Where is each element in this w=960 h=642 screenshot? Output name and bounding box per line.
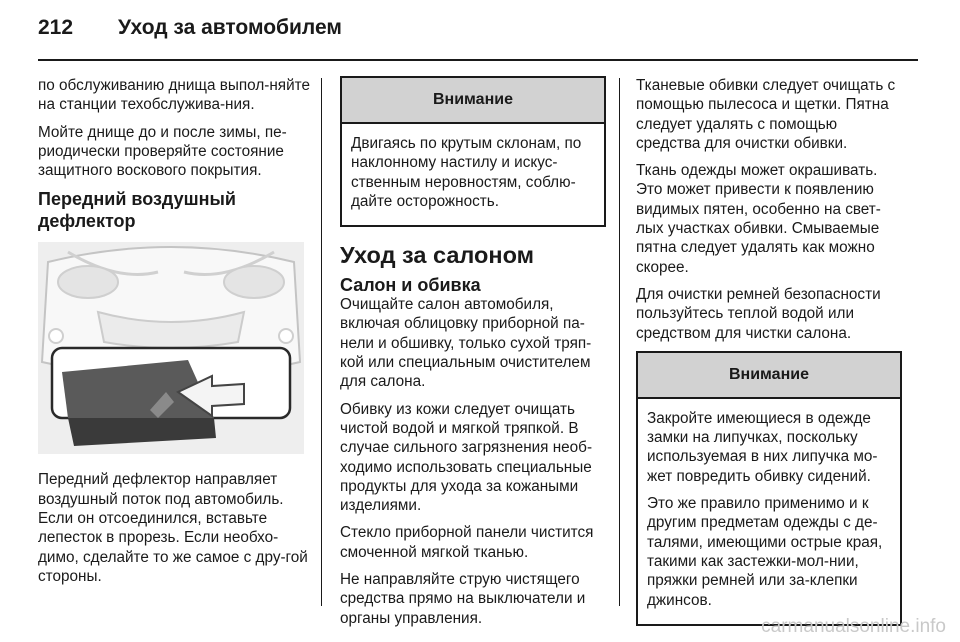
paragraph: Не направляйте струю чистящего средства прямо на выключатели и органы управления. bbox=[340, 571, 586, 627]
page-header bbox=[0, 0, 960, 62]
deflector-illustration bbox=[38, 242, 304, 454]
column-1 bbox=[38, 76, 310, 594]
warning-body bbox=[638, 399, 900, 624]
warning-box bbox=[636, 351, 902, 626]
paragraph: по обслуживанию днища выпол-няйте на станции техобслужива-ния. bbox=[38, 77, 310, 114]
section-heading-deflector: Передний воздушный дефлектор bbox=[38, 189, 236, 232]
paragraph: Очищайте салон автомобиля, включая облицовку приборной па-нели и обшивку, только сухой тряп-кой или специальным очистителем для салона. bbox=[340, 296, 592, 391]
column-divider-1 bbox=[321, 78, 322, 606]
warning-text: Закройте имеющиеся в одежде замки на липучках, поскольку используемая в них липучка мо-жет повредить обивку сидений. bbox=[647, 409, 878, 485]
subsection-heading-upholstery: Салон и обивка bbox=[340, 275, 481, 296]
column-2 bbox=[340, 76, 606, 636]
header-rule bbox=[38, 59, 918, 61]
paragraph: Стекло приборной панели чистится смоченной мягкой тканью. bbox=[340, 524, 594, 561]
warning-body bbox=[342, 124, 604, 225]
warning-text: Это же правило применимо и к другим предметам одежды с де-талями, имеющими острые края, такими как застежки-мол-нии, пряжки ремней или за-клепки джинсов. bbox=[647, 495, 883, 609]
section-heading-interior: Уход за салоном bbox=[340, 242, 535, 269]
warning-text: Двигаясь по крутым склонам, по наклонному настилу и искус-ственным неровностям, соблю-дайте осторожность. bbox=[351, 135, 582, 210]
paragraph: Мойте днище до и после зимы, пе-риодически проверяйте состояние защитного воскового покрытия. bbox=[38, 123, 287, 180]
paragraph: Тканевые обивки следует очищать с помощью пылесоса и щетки. Пятна следует удалять с помощью средства для очистки обивки. bbox=[636, 77, 896, 152]
paragraph: Для очистки ремней безопасности пользуйтесь теплой водой или средством для чистки салона. bbox=[636, 285, 881, 342]
paragraph: Передний дефлектор направляет воздушный поток под автомобиль. Если он отсоединился, вставьте лепесток в прорезь. Если необхо-димо, сделайте то же самое с дру-гой стороны. bbox=[38, 471, 308, 585]
warning-box bbox=[340, 76, 606, 227]
warning-title: Внимание bbox=[342, 78, 604, 124]
column-3 bbox=[636, 76, 902, 626]
page-title: Уход за автомобилем bbox=[118, 16, 342, 39]
paragraph: Обивку из кожи следует очищать чистой водой и мягкой тряпкой. В случае сильного загрязнения необ-ходимо использовать специальные продукты для ухода за кожаными изделиями. bbox=[340, 400, 593, 515]
watermark: carmanualsonline.info bbox=[761, 616, 946, 637]
warning-title: Внимание bbox=[638, 353, 900, 399]
paragraph: Ткань одежды может окрашивать. Это может привести к появлению видимых пятен, особенно на свет-лых участках обивки. Смываемые пятна следует удалять как можно скорее. bbox=[636, 162, 881, 276]
column-divider-2 bbox=[619, 78, 620, 606]
car-front-drawing bbox=[38, 242, 304, 454]
page-number: 212 bbox=[38, 16, 74, 39]
